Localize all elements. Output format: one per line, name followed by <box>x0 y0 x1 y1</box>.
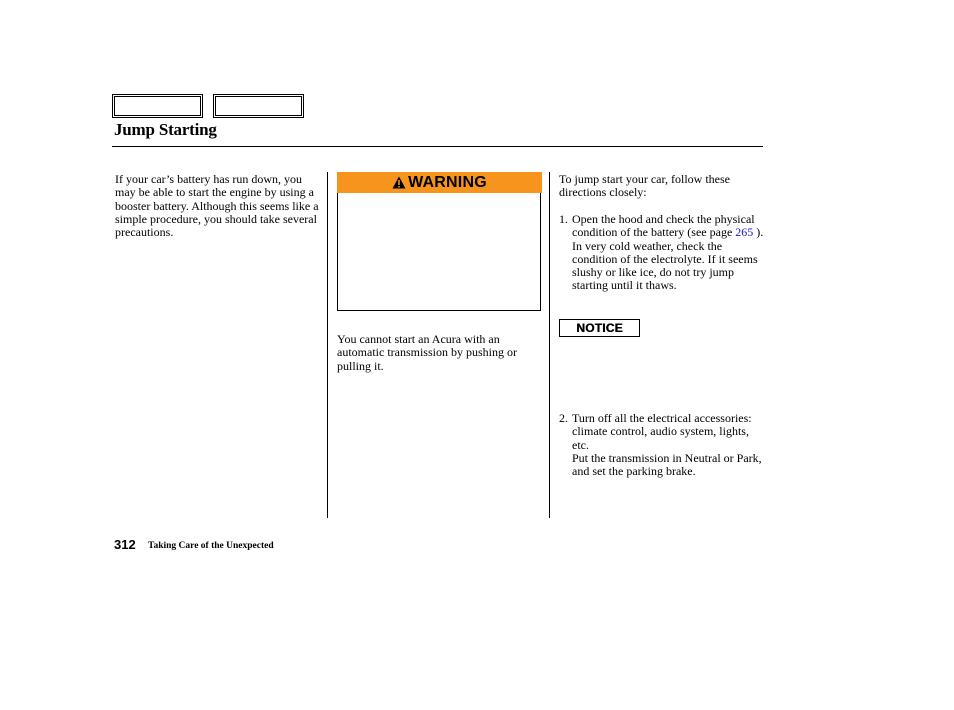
warning-box <box>337 193 541 311</box>
transmission-note: You cannot start an Acura with an automatic transmission by pushing or pulling it. <box>337 332 517 373</box>
step-number: 1. <box>559 212 568 226</box>
notice-label: NOTICE <box>576 321 623 335</box>
nav-next-button[interactable] <box>213 94 304 118</box>
warning-label: WARNING <box>408 173 487 191</box>
page-number: 312 <box>114 537 136 552</box>
intro-paragraph: If your car’s battery has run down, you may be able to start the engine by using a booster battery. Although this seems like a simple procedure, you should take several precautions. <box>115 172 319 240</box>
step-1-text-after: ). In very cold weather, check the condition of the electrolyte. If it seems slushy or like ice, do not try jump starting until it thaws. <box>572 225 764 293</box>
step-1 <box>559 213 764 293</box>
nav-previous-button[interactable] <box>112 94 203 118</box>
intro-column <box>115 173 320 239</box>
column-divider <box>327 172 328 518</box>
step-2 <box>559 412 764 478</box>
section-title: Taking Care of the Unexpected <box>148 541 274 551</box>
step-2-line-2: Put the transmission in Neutral or Park, and set the parking brake. <box>572 450 762 479</box>
directions-intro-text: To jump start your car, follow these directions closely: <box>559 172 730 200</box>
page-title: Jump Starting <box>114 120 217 139</box>
title-rule <box>112 146 763 147</box>
warning-header <box>337 172 542 193</box>
warning-triangle-icon <box>392 176 406 189</box>
directions-intro <box>559 173 764 200</box>
page-link[interactable]: 265 <box>735 225 754 240</box>
middle-column <box>337 333 537 373</box>
step-number: 2. <box>559 411 568 425</box>
step-2-line-1: Turn off all the electrical accessories: climate control, audio system, lights, etc. <box>572 411 752 452</box>
step-1-text-before: Open the hood and check the physical condition of the battery (see page <box>572 212 755 240</box>
column-divider <box>549 172 550 518</box>
notice-box <box>559 319 640 337</box>
